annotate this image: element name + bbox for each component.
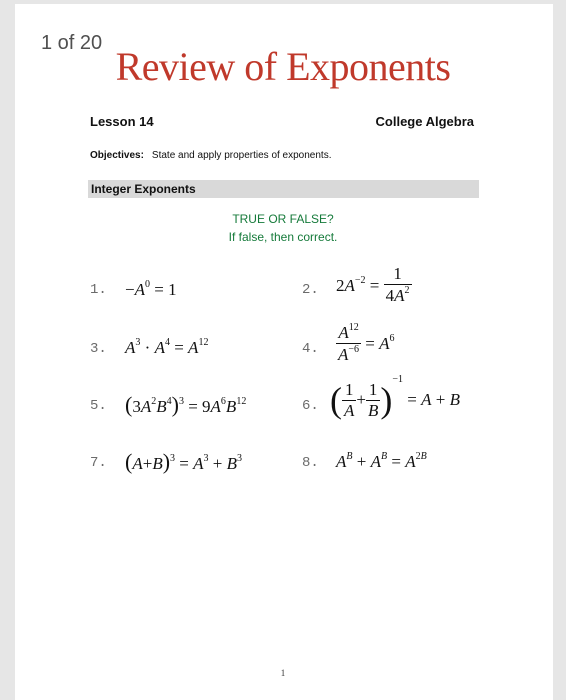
- item-number: 7.: [90, 455, 107, 471]
- item-number: 4.: [302, 341, 319, 357]
- section-header: [88, 180, 479, 198]
- objectives-label: Objectives:: [90, 150, 144, 161]
- math-expression: $-A^0 = 1$: [125, 279, 177, 299]
- objectives-line: [90, 150, 332, 161]
- item-number: 6.: [302, 398, 319, 414]
- math-expression: $A^3 \cdot A^4 = A^{12}$: [125, 337, 209, 357]
- item-number: 5.: [90, 398, 107, 414]
- item-number: 3.: [90, 341, 107, 357]
- math-expression: ( $\frac{1}{A}$ + $\frac{1}{B}$ )$^{-1}$ = A + B: [330, 374, 460, 421]
- instruction-line-2: If false, then correct.: [228, 230, 338, 244]
- page-counter: 1 of 20: [41, 32, 103, 54]
- page-footer-number: 1: [280, 668, 286, 678]
- page-title: Review of Exponents: [115, 44, 451, 89]
- math-expression: $\frac{A^{12}}{A^{-6}}$ = $A^6$: [338, 322, 395, 364]
- course-label: College Algebra: [375, 114, 474, 129]
- math-expression: $(3A^2B^4)^3 = 9A^6B^{12}$: [125, 392, 247, 417]
- section-title: Integer Exponents: [91, 182, 196, 196]
- instruction-line-1: TRUE OR FALSE?: [232, 212, 334, 226]
- math-expression: $A^B + A^B = A^{2B}$: [336, 451, 427, 471]
- item-number: 1.: [90, 282, 107, 298]
- item-number: 8.: [302, 455, 319, 471]
- item-number: 2.: [302, 282, 319, 298]
- objectives-text: State and apply properties of exponents.: [151, 150, 332, 161]
- math-expression: $2A^{-2}$ = $\frac{1}{4A^2}$: [336, 264, 410, 305]
- math-expression: $(A+B)^3 = A^3 + B^3$: [125, 449, 242, 474]
- lesson-label: Lesson 14: [90, 114, 154, 129]
